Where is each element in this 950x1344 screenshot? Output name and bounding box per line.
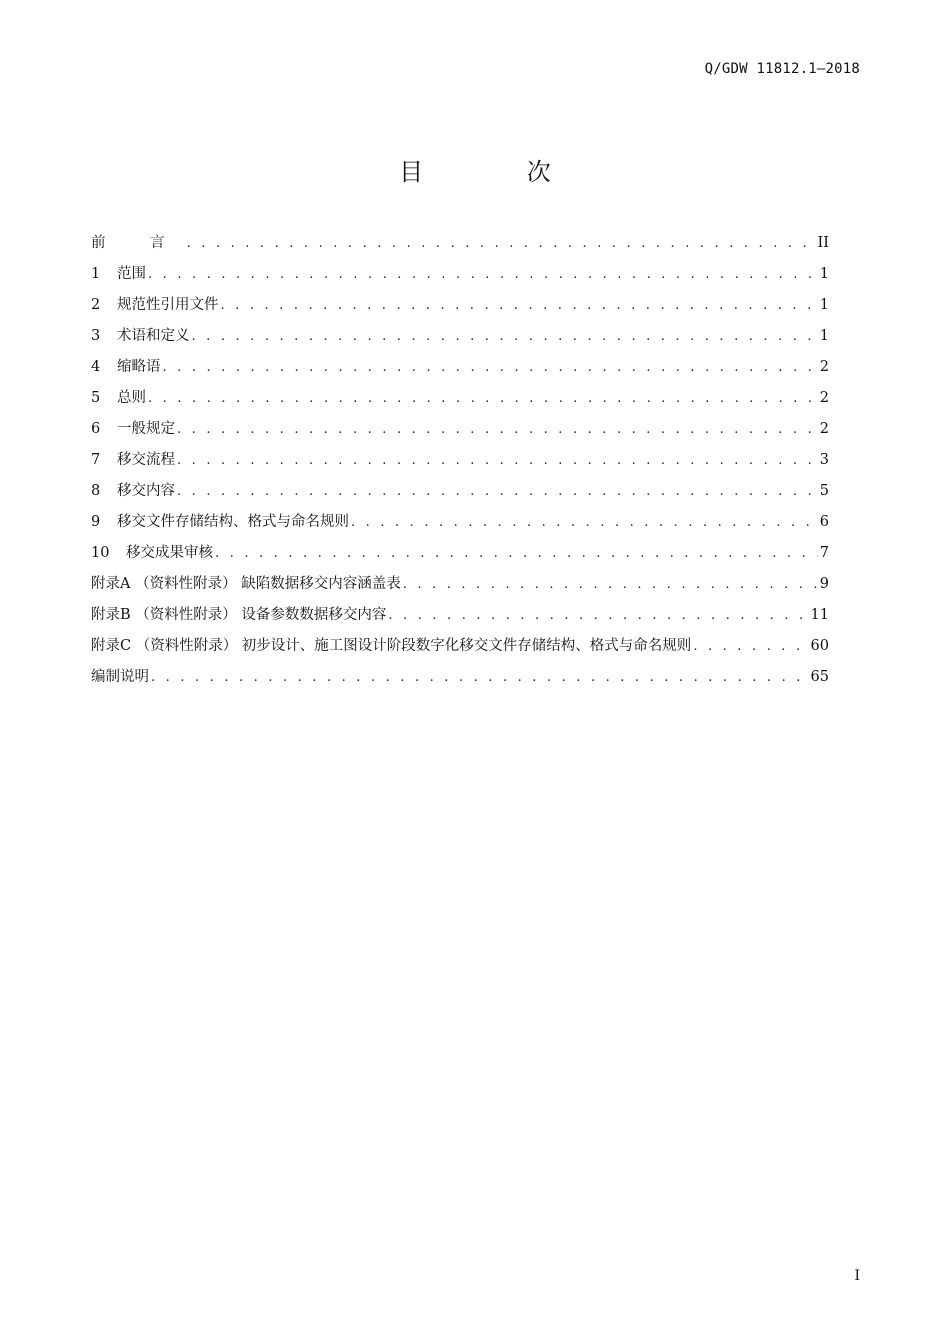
toc-entry-page: 1 [819,328,829,344]
page-number: I [854,1268,860,1284]
toc-entry-number: 4 [91,359,101,375]
toc-entry-page: 1 [819,266,829,282]
toc-leader [351,515,818,530]
toc-title: 目 次 [399,158,599,186]
toc-entry-4[interactable] [91,355,829,386]
toc-entry-page: 2 [819,359,829,375]
toc-leader [177,453,818,468]
toc-entry-page: 60 [810,638,829,654]
toc-entry-7[interactable] [91,448,829,479]
toc-entry-9[interactable] [91,510,829,541]
toc-entry-page: 7 [819,545,829,561]
toc-entry-page: II [817,235,829,251]
toc-entry-title: 移交成果审核 [126,545,213,561]
toc-entry-5[interactable] [91,386,829,417]
toc-entry-number: 10 [91,545,110,561]
table-of-contents [91,231,829,696]
toc-entry-foreword[interactable] [91,231,829,262]
toc-entry-number: 6 [91,421,101,437]
toc-entry-page: 2 [819,421,829,437]
toc-entry-page: 9 [819,576,829,592]
toc-entry-title: 移交内容 [117,483,175,499]
toc-entry-10[interactable] [91,541,829,572]
toc-leader [192,329,818,344]
toc-entry-appendix-a[interactable] [91,572,829,603]
toc-entry-page: 1 [819,297,829,313]
toc-entry-title: 移交流程 [117,452,175,468]
toc-entry-number: 9 [91,514,101,530]
toc-entry-page: 5 [819,483,829,499]
toc-entry-number: 1 [91,266,101,282]
standard-number: Q/GDW 11812.1—2018 [704,61,860,77]
toc-entry-page: 11 [810,607,829,623]
toc-entry-6[interactable] [91,417,829,448]
toc-leader [148,391,818,406]
toc-entry-page: 6 [819,514,829,530]
toc-entry-title: 附录A （资料性附录） 缺陷数据移交内容涵盖表 [91,576,401,592]
toc-leader [403,577,818,592]
toc-leader [148,267,818,282]
toc-entry-1[interactable] [91,262,829,293]
toc-entry-appendix-b[interactable] [91,603,829,634]
toc-entry-page: 2 [819,390,829,406]
toc-entry-title: 附录C （资料性附录） 初步设计、施工图设计阶段数字化移交文件存储结构、格式与命名规则 [91,638,692,654]
toc-entry-title: 术语和定义 [117,328,190,344]
toc-entry-page: 65 [810,669,829,685]
toc-entry-title: 范围 [117,266,146,282]
toc-entry-number: 7 [91,452,101,468]
toc-entry-number: 5 [91,390,101,406]
toc-entry-title: 总则 [117,390,146,406]
toc-entry-title: 规范性引用文件 [117,297,219,313]
toc-leader [151,670,809,685]
toc-entry-title: 前 言 [91,235,185,251]
toc-entry-appendix-c[interactable] [91,634,829,665]
toc-entry-2[interactable] [91,293,829,324]
toc-leader [388,608,808,623]
toc-leader [693,639,808,654]
toc-leader [215,546,818,561]
toc-leader [177,422,818,437]
toc-entry-8[interactable] [91,479,829,510]
toc-leader [163,360,818,375]
toc-entry-page: 3 [819,452,829,468]
toc-leader [221,298,818,313]
toc-entry-number: 3 [91,328,101,344]
toc-entry-title: 编制说明 [91,669,149,685]
toc-entry-title: 一般规定 [117,421,175,437]
toc-entry-title: 移交文件存储结构、格式与命名规则 [117,514,349,530]
toc-entry-3[interactable] [91,324,829,355]
toc-leader [177,484,818,499]
toc-entry-notes[interactable] [91,665,829,696]
toc-entry-title: 附录B （资料性附录） 设备参数数据移交内容 [91,607,387,623]
toc-entry-number: 2 [91,297,101,313]
toc-leader [187,236,816,251]
toc-entry-number: 8 [91,483,101,499]
toc-entry-title: 缩略语 [117,359,161,375]
